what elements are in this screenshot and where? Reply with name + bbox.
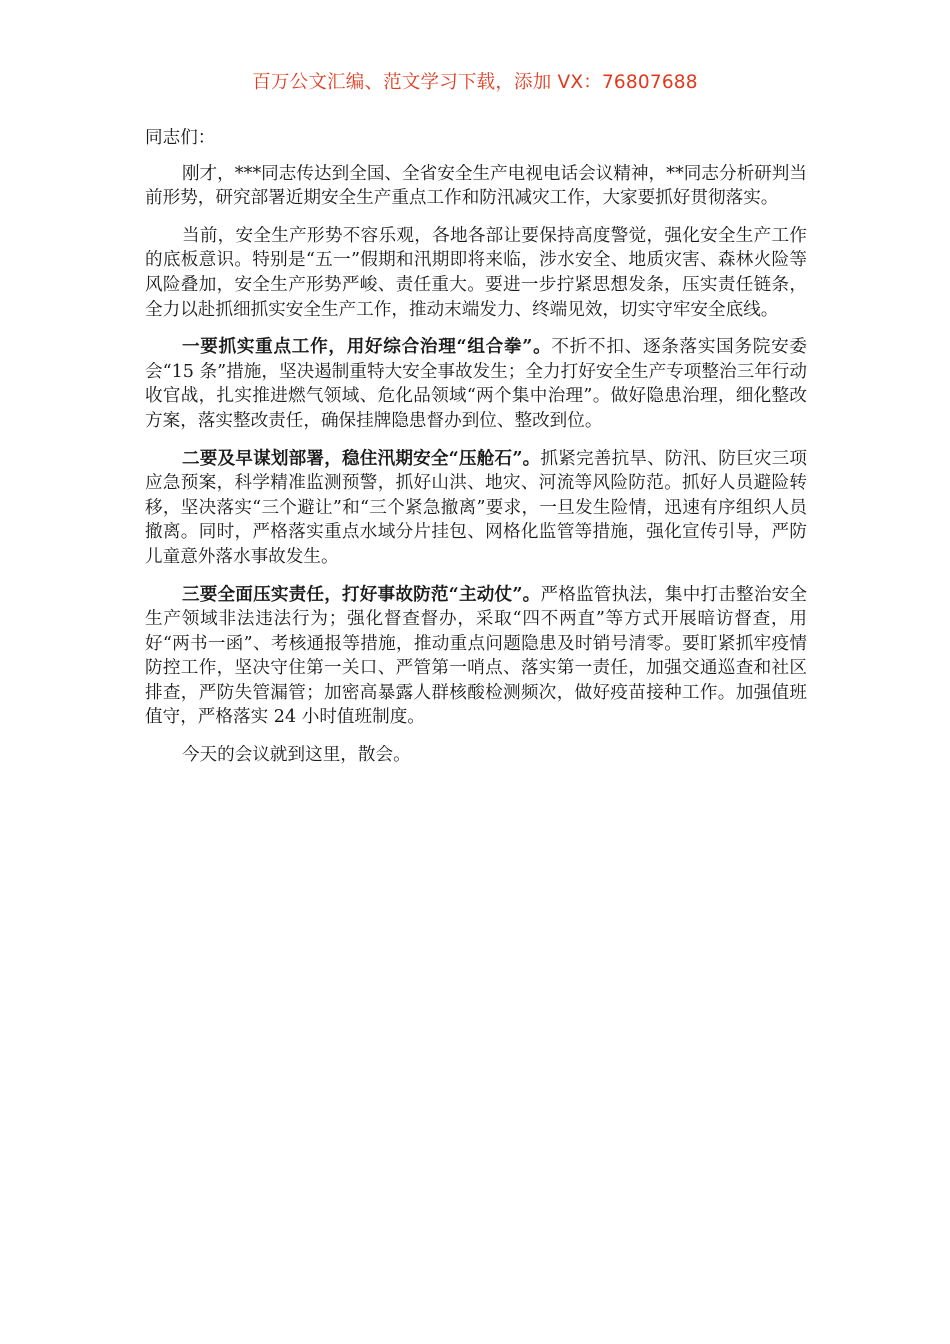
paragraph-3-text: 不折不扣、逐条落实国务院安委会“15 条”措施，坚决遏制重特大安全事故发生；全力打好安全生产专项整治三年行动收官战，扎实推进燃气领域、危化品领域“两个集中治理”。做好隐患治理，细化整改方案，落实整改责任，确保挂牌隐患督办到位、整改到位。 — [145, 337, 807, 431]
paragraph-3 — [145, 335, 807, 433]
paragraph-5 — [145, 583, 807, 731]
document-body — [145, 126, 807, 781]
paragraph-1 — [145, 162, 807, 211]
paragraph-4-lead: 二要及早谋划部署，稳住汛期安全“压舱石”。 — [181, 447, 541, 469]
paragraph-4-text: 抓紧完善抗旱、防汛、防巨灾三项应急预案，科学精准监测预警，抓好山洪、地灾、河流等风险防范。抓好人员避险转移，坚决落实“三个避让”和“三个紧急撤离”要求，一旦发生险情，迅速有序组织人员撤离。同时，严格落实重点水域分片挂包、网格化监管等措施，强化宣传引导，严防儿童意外落水事故发生。 — [145, 448, 807, 567]
paragraph-3-lead: 一要抓实重点工作，用好综合治理“组合拳”。 — [181, 336, 552, 358]
salutation: 同志们： — [145, 128, 216, 148]
paragraph-2-text: 当前，安全生产形势不容乐观，各地各部让要保持高度警觉，强化安全生产工作的底板意识。特别是“五一”假期和汛期即将来临，涉水安全、地质灾害、森林火险等风险叠加，安全生产形势严峻、责任重大。要进一步拧紧思想发条，压实责任链条，全力以赴抓细抓实安全生产工作，推动末端发力、终端见效，切实守牢安全底线。 — [145, 225, 807, 320]
paragraph-5-lead: 三要全面压实责任，打好事故防范“主动仗”。 — [181, 583, 541, 605]
paragraph-4 — [145, 447, 807, 570]
paragraph-6 — [145, 743, 807, 768]
paragraph-1-text: 刚才，***同志传达到全国、全省安全生产电视电话会议精神，**同志分析研判当前形势，研究部署近期安全生产重点工作和防汛减灾工作，大家要抓好贯彻落实。 — [145, 163, 807, 209]
paragraph-6-text: 今天的会议就到这里，散会。 — [181, 745, 411, 766]
header-title: 百万公文汇编、范文学习下载，添加 VX：76807688 — [252, 72, 698, 93]
paragraph-2 — [145, 224, 807, 322]
paragraph-5-text: 严格监管执法，集中打击整治安全生产领域非法违法行为；强化督查督办，采取“四不两直”等方式开展暗访督查，用好“两书一函”、考核通报等措施，推动重点问题隐患及时销号清零。要盯紧抓牢疫情防控工作，坚决守住第一关口、严管第一哨点、落实第一责任，加强交通巡查和社区排查，严防失管漏管；加密高暴露人群核酸检测频次，做好疫苗接种工作。加强值班值守，严格落实 24 小时值班制度。 — [145, 584, 807, 728]
